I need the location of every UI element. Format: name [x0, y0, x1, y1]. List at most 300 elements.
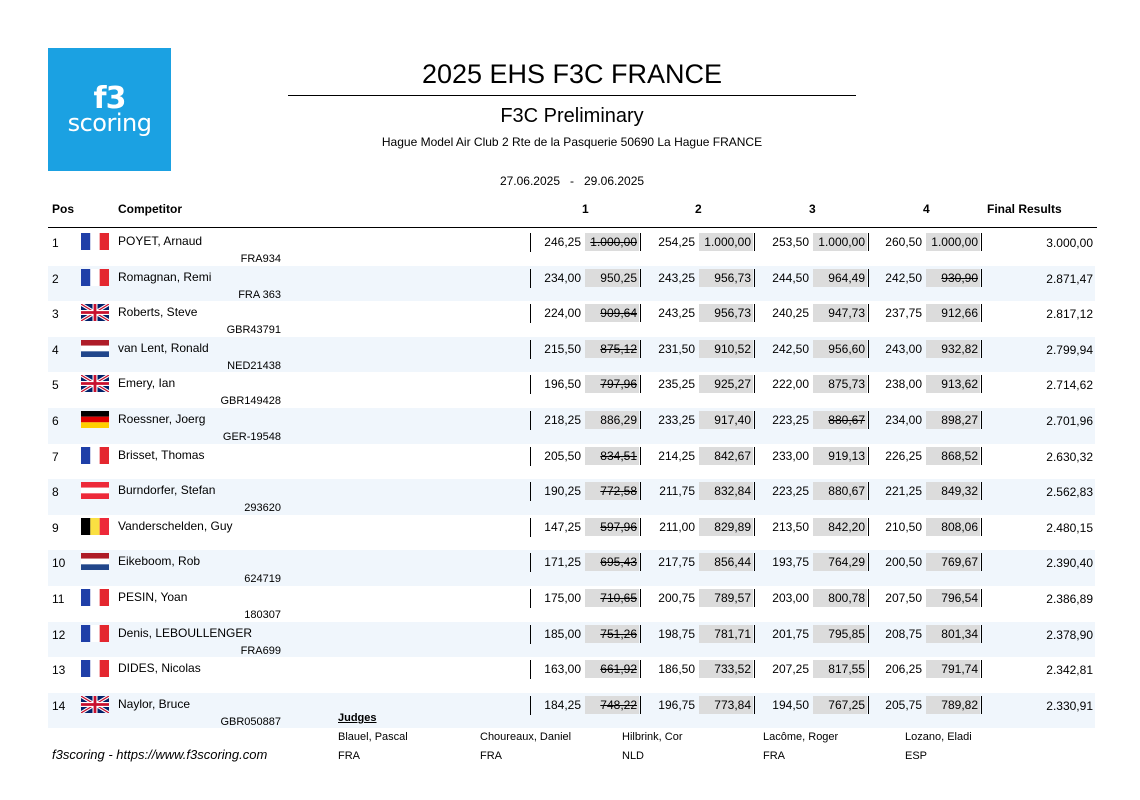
flag-gbr-icon [81, 304, 109, 321]
round-raw-score: 194,50 [772, 697, 809, 712]
competitor-name: Emery, Ian [118, 376, 176, 391]
table-row [48, 444, 1095, 480]
column-divider [868, 696, 869, 714]
round-normalized-score [926, 482, 980, 500]
normalized-value: 912,66 [941, 306, 978, 321]
flag-fra-icon [81, 660, 109, 677]
final-result: 2.390,40 [1046, 556, 1093, 571]
header-final-results: Final Results [987, 202, 1062, 216]
row-position: 5 [52, 378, 59, 393]
row-position: 6 [52, 413, 59, 428]
flag-aut-icon [81, 482, 109, 499]
round-raw-score: 186,50 [658, 662, 695, 677]
round-normalized-score [699, 660, 753, 678]
round-raw-score: 193,75 [772, 555, 809, 570]
flag-fra-icon [81, 269, 109, 286]
flag-gbr-icon [81, 375, 109, 392]
normalized-value: 834,51 [600, 448, 637, 463]
round-raw-score: 246,25 [544, 235, 581, 249]
column-divider [868, 660, 869, 678]
round-raw-score: 147,25 [544, 519, 581, 534]
column-divider [868, 340, 869, 358]
round-raw-score: 215,50 [544, 341, 581, 356]
row-position: 10 [52, 556, 66, 571]
competitor-name: Eikeboom, Rob [118, 554, 201, 569]
round-normalized-score [813, 411, 867, 429]
column-divider [754, 660, 755, 678]
table-row [48, 515, 1095, 551]
column-divider [981, 304, 982, 322]
normalized-value: 781,71 [714, 626, 751, 641]
round-raw-score: 223,25 [772, 412, 809, 427]
round-normalized-score [813, 589, 867, 607]
column-divider [981, 696, 982, 714]
column-divider [868, 625, 869, 643]
round-normalized-score [699, 375, 753, 393]
round-raw-score: 242,50 [772, 341, 809, 356]
row-position: 4 [52, 342, 59, 357]
column-divider [981, 660, 982, 678]
table-row [48, 550, 1095, 586]
column-divider [640, 375, 641, 393]
normalized-value: 1.000,00 [818, 235, 865, 249]
column-divider [640, 625, 641, 643]
round-normalized-score [699, 482, 753, 500]
round-normalized-score [813, 233, 867, 251]
header-round-3: 3 [809, 202, 816, 216]
normalized-value: 772,58 [600, 484, 637, 499]
column-divider [868, 233, 869, 251]
judge-name: Hilbrink, Cor [622, 731, 683, 743]
round-normalized-score [585, 375, 639, 393]
normalized-value: 880,67 [828, 412, 865, 427]
judge-country: ESP [905, 750, 928, 762]
round-normalized-score [585, 304, 639, 322]
table-row [48, 693, 1095, 729]
round-raw-score: 185,00 [544, 626, 581, 641]
column-divider [754, 304, 755, 322]
judge-name: Blauel, Pascal [338, 731, 408, 743]
round-raw-score: 207,50 [885, 590, 922, 605]
competitor-license: FRA699 [240, 644, 281, 657]
competitor-name: Naylor, Bruce [118, 696, 191, 711]
final-result: 2.562,83 [1046, 485, 1093, 500]
column-divider [868, 304, 869, 322]
round-normalized-score [926, 553, 980, 571]
normalized-value: 917,40 [714, 412, 751, 427]
round-normalized-score [813, 518, 867, 536]
round-normalized-score [699, 553, 753, 571]
round-raw-score: 208,75 [885, 626, 922, 641]
competitor-name: DIDES, Nicolas [118, 661, 201, 676]
round-raw-score: 234,00 [885, 412, 922, 427]
normalized-value: 932,82 [941, 341, 978, 356]
competitor-name: Roessner, Joerg [118, 411, 206, 426]
row-position: 9 [52, 520, 59, 535]
column-divider [640, 553, 641, 571]
judge-name: Lozano, Eladi [905, 731, 972, 743]
row-position: 11 [52, 591, 65, 606]
row-position: 8 [52, 485, 59, 500]
judge-country: FRA [338, 750, 360, 762]
round-normalized-score [585, 660, 639, 678]
round-normalized-score [585, 518, 639, 536]
row-position: 14 [52, 698, 66, 713]
round-normalized-score [585, 625, 639, 643]
competitor-name: Burndorfer, Stefan [118, 483, 216, 498]
normalized-value: 767,25 [828, 697, 865, 712]
event-dates [288, 173, 856, 189]
header-round-2: 2 [695, 202, 702, 216]
competitor-name: Vanderschelden, Guy [118, 518, 233, 533]
round-normalized-score [926, 589, 980, 607]
competitor-license: GBR43791 [226, 324, 281, 337]
f3scoring-logo [48, 48, 171, 171]
normalized-value: 829,89 [714, 519, 751, 534]
round-normalized-score [699, 340, 753, 358]
column-divider [640, 518, 641, 536]
normalized-value: 796,54 [941, 590, 978, 605]
normalized-value: 748,22 [600, 697, 637, 712]
normalized-value: 910,52 [714, 341, 751, 356]
column-divider [640, 589, 641, 607]
round-raw-score: 244,50 [772, 270, 809, 285]
round-raw-score: 200,75 [658, 590, 695, 605]
round-raw-score: 254,25 [658, 235, 695, 249]
round-raw-score: 260,50 [885, 235, 922, 249]
table-row [48, 586, 1095, 622]
normalized-value: 1.000,00 [590, 235, 637, 249]
row-position: 3 [52, 307, 59, 322]
normalized-value: 964,49 [828, 270, 865, 285]
round-normalized-score [585, 269, 639, 287]
header-competitor: Competitor [118, 202, 182, 216]
date-start: 27.06.2025 [499, 174, 560, 188]
final-result: 2.330,91 [1046, 698, 1093, 713]
round-normalized-score [813, 340, 867, 358]
normalized-value: 886,29 [600, 412, 637, 427]
round-normalized-score [813, 625, 867, 643]
normalized-value: 769,67 [941, 555, 978, 570]
column-divider [754, 447, 755, 465]
date-end: 29.06.2025 [584, 174, 645, 188]
round-raw-score: 184,25 [544, 697, 581, 712]
final-result: 3.000,00 [1046, 236, 1093, 250]
logo-line2: scoring [67, 109, 152, 137]
competitor-name: Denis, LEBOULLENGER [118, 625, 253, 640]
normalized-value: 947,73 [828, 306, 865, 321]
column-divider [640, 447, 641, 465]
round-raw-score: 211,75 [659, 484, 695, 499]
flag-bel-icon [81, 518, 109, 535]
competitor-license: FRA934 [240, 253, 281, 265]
column-divider [868, 482, 869, 500]
column-divider [640, 304, 641, 322]
normalized-value: 789,57 [714, 590, 751, 605]
normalized-value: 800,78 [828, 590, 865, 605]
flag-fra-icon [81, 233, 109, 250]
column-divider [981, 269, 982, 287]
column-divider [640, 696, 641, 714]
normalized-value: 751,26 [600, 626, 637, 641]
title-rule [288, 95, 856, 96]
round-raw-score: 223,25 [772, 484, 809, 499]
round-raw-score: 203,00 [772, 590, 809, 605]
flag-ned-icon [81, 553, 109, 570]
column-divider [981, 553, 982, 571]
final-result: 2.630,32 [1046, 449, 1093, 464]
column-divider [868, 411, 869, 429]
round-raw-score: 234,00 [544, 270, 581, 285]
normalized-value: 1.000,00 [704, 235, 751, 249]
normalized-value: 842,20 [828, 519, 865, 534]
normalized-value: 801,34 [941, 626, 978, 641]
round-normalized-score [926, 375, 980, 393]
round-raw-score: 243,25 [658, 270, 695, 285]
round-normalized-score [813, 269, 867, 287]
column-divider [981, 233, 982, 251]
round-raw-score: 196,50 [544, 377, 581, 392]
column-divider [868, 518, 869, 536]
event-subtitle: F3C Preliminary [500, 105, 644, 127]
normalized-value: 773,84 [714, 697, 751, 712]
column-divider [640, 340, 641, 358]
table-row [48, 337, 1095, 373]
column-divider [868, 589, 869, 607]
normalized-value: 868,52 [941, 448, 978, 463]
column-divider [640, 411, 641, 429]
final-result: 2.871,47 [1046, 271, 1093, 286]
round-raw-score: 175,00 [544, 590, 581, 605]
judge-name: Lacôme, Roger [763, 731, 839, 743]
round-normalized-score [926, 447, 980, 465]
column-divider [981, 625, 982, 643]
table-row [48, 479, 1095, 515]
table-row [48, 408, 1095, 444]
normalized-value: 919,13 [828, 448, 865, 463]
round-raw-score: 213,50 [772, 519, 809, 534]
round-normalized-score [926, 233, 980, 251]
competitor-license: 624719 [244, 573, 281, 586]
round-raw-score: 221,25 [885, 484, 922, 499]
round-normalized-score [585, 553, 639, 571]
round-normalized-score [926, 660, 980, 678]
round-raw-score: 171,25 [544, 555, 581, 570]
competitor-license: 180307 [244, 608, 281, 621]
row-position: 2 [52, 271, 59, 286]
normalized-value: 832,84 [714, 484, 751, 499]
column-divider [981, 411, 982, 429]
normalized-value: 842,67 [714, 448, 751, 463]
round-normalized-score [585, 340, 639, 358]
flag-gbr-icon [81, 696, 109, 713]
normalized-value: 909,64 [600, 306, 637, 321]
round-normalized-score [926, 304, 980, 322]
header-round-1: 1 [582, 202, 589, 216]
round-raw-score: 231,50 [658, 341, 695, 356]
normalized-value: 791,74 [941, 662, 978, 677]
column-divider [981, 518, 982, 536]
judge-country: FRA [763, 750, 785, 762]
round-raw-score: 205,75 [885, 697, 922, 712]
normalized-value: 898,27 [941, 412, 978, 427]
round-raw-score: 240,25 [772, 306, 809, 321]
final-result: 2.342,81 [1046, 663, 1093, 678]
row-position: 1 [52, 236, 59, 250]
column-divider [754, 696, 755, 714]
round-raw-score: 222,00 [772, 377, 809, 392]
round-normalized-score [926, 269, 980, 287]
results-table [48, 230, 1095, 728]
column-divider [754, 340, 755, 358]
round-normalized-score [813, 553, 867, 571]
normalized-value: 789,82 [941, 697, 978, 712]
round-raw-score: 218,25 [544, 412, 581, 427]
normalized-value: 661,92 [600, 662, 637, 677]
competitor-name: Roberts, Steve [118, 305, 198, 320]
table-row [48, 622, 1095, 658]
column-divider [981, 482, 982, 500]
round-raw-score: 190,25 [544, 484, 581, 499]
competitor-license: FRA 363 [238, 288, 281, 301]
normalized-value: 849,32 [941, 484, 978, 499]
competitor-name: Romagnan, Remi [118, 269, 212, 284]
round-normalized-score [585, 447, 639, 465]
round-raw-score: 237,75 [885, 306, 922, 321]
column-divider [754, 375, 755, 393]
normalized-value: 930,90 [941, 270, 978, 285]
table-row [48, 230, 1095, 266]
normalized-value: 913,62 [941, 377, 978, 392]
round-normalized-score [813, 482, 867, 500]
round-normalized-score [585, 696, 639, 714]
round-normalized-score [585, 482, 639, 500]
column-divider [754, 411, 755, 429]
normalized-value: 875,73 [828, 377, 865, 392]
round-normalized-score [926, 340, 980, 358]
final-result: 2.378,90 [1046, 627, 1093, 642]
competitor-name: van Lent, Ronald [118, 340, 209, 355]
competitor-license: GER-19548 [222, 430, 281, 443]
column-divider [981, 340, 982, 358]
row-position: 13 [52, 663, 66, 678]
column-divider [868, 269, 869, 287]
table-row [48, 301, 1095, 337]
normalized-value: 710,65 [600, 590, 637, 605]
round-raw-score: 233,25 [658, 412, 695, 427]
normalized-value: 695,43 [600, 555, 637, 570]
column-divider [640, 233, 641, 251]
judges-title: Judges [338, 712, 377, 724]
row-position: 12 [52, 627, 66, 642]
round-normalized-score [699, 696, 753, 714]
column-divider [640, 660, 641, 678]
header-pos: Pos [52, 202, 75, 216]
final-result: 2.480,15 [1046, 520, 1093, 535]
final-result: 2.701,96 [1046, 413, 1093, 428]
round-raw-score: 196,75 [658, 697, 695, 712]
column-divider [868, 553, 869, 571]
table-row [48, 657, 1095, 693]
final-result: 2.714,62 [1046, 378, 1093, 393]
round-raw-score: 235,25 [658, 377, 695, 392]
round-raw-score: 206,25 [885, 662, 922, 677]
column-divider [640, 269, 641, 287]
round-raw-score: 242,50 [885, 270, 922, 285]
column-divider [640, 482, 641, 500]
footer-credit: f3scoring - https://www.f3scoring.com [52, 747, 268, 762]
logo-line1: f3 [93, 81, 126, 116]
round-normalized-score [699, 447, 753, 465]
normalized-value: 956,73 [714, 270, 751, 285]
round-raw-score: 243,25 [658, 306, 695, 321]
round-raw-score: 243,00 [885, 341, 922, 356]
normalized-value: 956,60 [828, 341, 865, 356]
normalized-value: 880,67 [828, 484, 865, 499]
flag-ned-icon [81, 340, 109, 357]
round-raw-score: 233,00 [772, 448, 809, 463]
round-normalized-score [926, 696, 980, 714]
judge-country: NLD [622, 750, 645, 762]
flag-fra-icon [81, 625, 109, 642]
normalized-value: 956,73 [714, 306, 751, 321]
column-divider [981, 589, 982, 607]
judge-name: Choureaux, Daniel [480, 731, 572, 743]
header-rule [48, 227, 1097, 228]
round-normalized-score [585, 233, 639, 251]
competitor-license: GBR149428 [220, 395, 281, 408]
round-raw-score: 210,50 [885, 519, 922, 534]
round-normalized-score [813, 447, 867, 465]
round-normalized-score [699, 625, 753, 643]
normalized-value: 1.000,00 [931, 235, 978, 249]
normalized-value: 808,06 [941, 519, 978, 534]
flag-fra-icon [81, 447, 109, 464]
final-result: 2.817,12 [1046, 307, 1093, 322]
judge-country: FRA [480, 750, 502, 762]
round-raw-score: 226,25 [885, 448, 922, 463]
round-normalized-score [813, 304, 867, 322]
competitor-name: PESIN, Yoan [118, 589, 188, 604]
round-normalized-score [699, 518, 753, 536]
normalized-value: 597,96 [600, 519, 637, 534]
round-normalized-score [699, 411, 753, 429]
round-normalized-score [813, 375, 867, 393]
column-divider [868, 447, 869, 465]
normalized-value: 797,96 [600, 377, 637, 392]
round-raw-score: 205,50 [544, 448, 581, 463]
normalized-value: 925,27 [714, 377, 751, 392]
column-divider [868, 375, 869, 393]
normalized-value: 856,44 [714, 555, 751, 570]
final-result: 2.386,89 [1046, 591, 1093, 606]
final-result: 2.799,94 [1046, 342, 1093, 357]
round-raw-score: 217,75 [658, 555, 695, 570]
column-divider [754, 518, 755, 536]
competitor-name: POYET, Arnaud [118, 234, 203, 248]
column-divider [754, 589, 755, 607]
round-normalized-score [926, 625, 980, 643]
round-raw-score: 198,75 [658, 626, 695, 641]
normalized-value: 764,29 [828, 555, 865, 570]
round-normalized-score [813, 660, 867, 678]
competitor-license: NED21438 [227, 359, 281, 372]
round-raw-score: 253,50 [772, 235, 809, 249]
row-position: 7 [52, 449, 59, 464]
normalized-value: 733,52 [714, 662, 751, 677]
event-venue: Hague Model Air Club 2 Rte de la Pasquerie 50690 La Hague FRANCE [381, 135, 763, 149]
column-divider [754, 553, 755, 571]
